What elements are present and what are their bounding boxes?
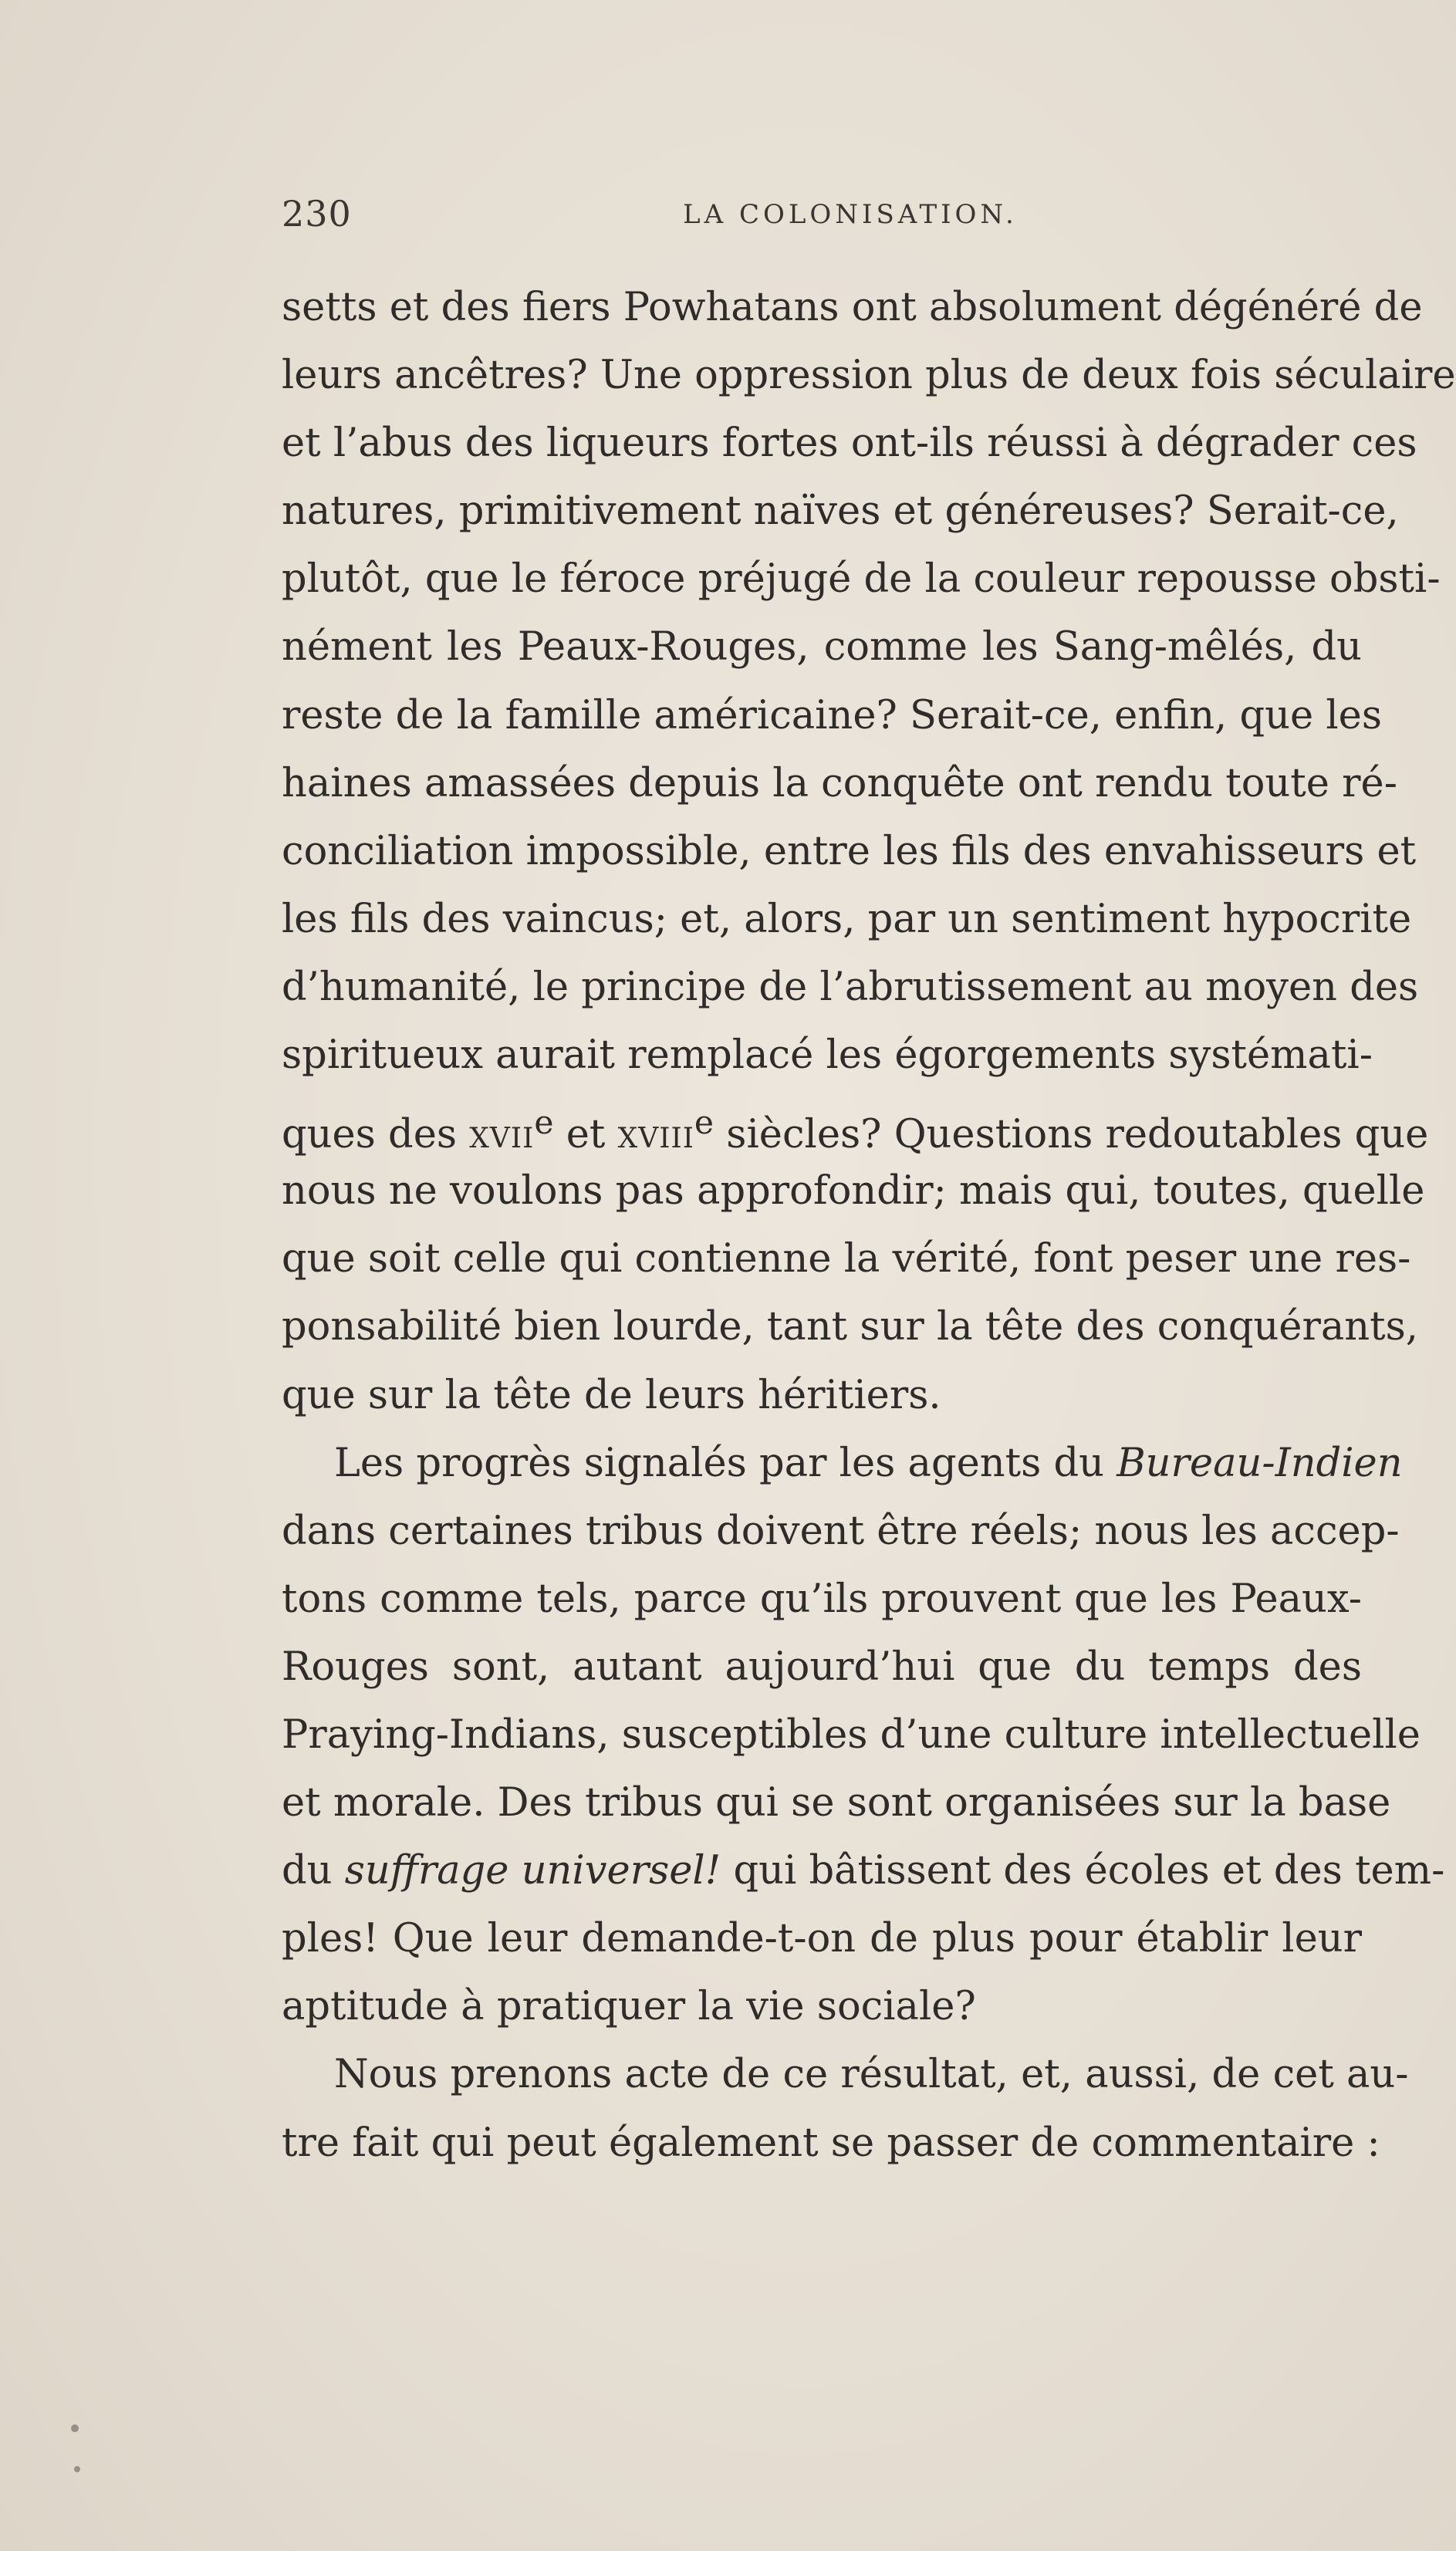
text-line: setts et des fiers Powhatans ont absolument dégénéré de <box>282 285 1423 330</box>
text-line: et morale. Des tribus qui se sont organisées sur la base <box>282 1780 1391 1826</box>
text-segment: siècles? Questions redoutables que <box>714 1112 1429 1158</box>
text-line: que sur la tête de leurs héritiers. <box>282 1372 941 1418</box>
text-line <box>282 1430 1403 1498</box>
italic-segment: Bureau-Indien <box>1116 1440 1403 1486</box>
text-line: reste de la famille américaine? Serait-ce, enfin, que les <box>282 692 1383 738</box>
page-number: 230 <box>282 193 352 235</box>
text-line: et l’abus des liqueurs fortes ont-ils réussi à dégrader ces <box>282 421 1417 467</box>
text-line: nément les Peaux-Rouges, comme les Sang-mêlés, du <box>282 624 1362 671</box>
text-line: les fils des vaincus; et, alors, par un sentiment hypocrite <box>282 896 1412 942</box>
text-line: spiritueux aurait remplacé les égorgements systémati- <box>282 1032 1373 1079</box>
text-line: aptitude à pratiquer la vie sociale? <box>282 1984 976 2030</box>
text-line: tons comme tels, parce qu’ils prouvent que les Peaux- <box>282 1576 1362 1622</box>
text-segment: Les progrès signalés par les agents du <box>334 1440 1117 1486</box>
text-line: conciliation impossible, entre les fils des envahisseurs et <box>282 828 1417 874</box>
text-segment: qui bâtissent des écoles et des tem- <box>721 1848 1445 1894</box>
text-segment: ques des <box>282 1112 470 1158</box>
text-line: Rouges sont, autant aujourd’hui que du temps des <box>282 1644 1362 1690</box>
text-segment: du <box>282 1848 345 1894</box>
superscript: e <box>534 1104 554 1143</box>
page-header <box>282 193 1362 247</box>
running-head: LA COLONISATION. <box>683 199 1018 230</box>
text-line: ples! Que leur demande-t-on de plus pour établir leur <box>282 1916 1362 1962</box>
text-line: dans certaines tribus doivent être réels; nous les accep- <box>282 1508 1400 1554</box>
text-line: plutôt, que le féroce préjugé de la couleur repousse obsti- <box>282 556 1441 603</box>
paper-speck <box>74 2466 80 2472</box>
text-line: d’humanité, le principe de l’abrutissement au moyen des <box>282 964 1419 1010</box>
text-line: natures, primitivement naïves et généreuses? Serait-ce, <box>282 488 1399 535</box>
century-numeral: xvii <box>469 1112 535 1158</box>
text-line: leurs ancêtres? Une oppression plus de deux fois séculaire <box>282 353 1456 399</box>
italic-segment: suffrage universel! <box>344 1848 721 1894</box>
text-line: haines amassées depuis la conquête ont rendu toute ré- <box>282 760 1397 806</box>
body-text <box>282 274 1456 2178</box>
text-line: que soit celle qui contienne la vérité, font peser une res- <box>282 1236 1411 1282</box>
text-line: Praying-Indians, susceptibles d’une culture intellectuelle <box>282 1711 1421 1758</box>
paper-speck <box>71 2424 79 2432</box>
century-numeral: xviii <box>617 1112 694 1158</box>
text-segment: et <box>553 1112 618 1158</box>
text-line: Nous prenons acte de ce résultat, et, aussi, de cet au- <box>334 2052 1409 2098</box>
text-line: tre fait qui peut également se passer de commentaire : <box>282 2120 1380 2166</box>
superscript: e <box>694 1104 714 1143</box>
text-line <box>282 1090 1429 1158</box>
text-line: ponsabilité bien lourde, tant sur la tête des conquérants, <box>282 1304 1418 1350</box>
text-line <box>282 1837 1445 1905</box>
text-line: nous ne voulons pas approfondir; mais qui, toutes, quelle <box>282 1168 1425 1215</box>
